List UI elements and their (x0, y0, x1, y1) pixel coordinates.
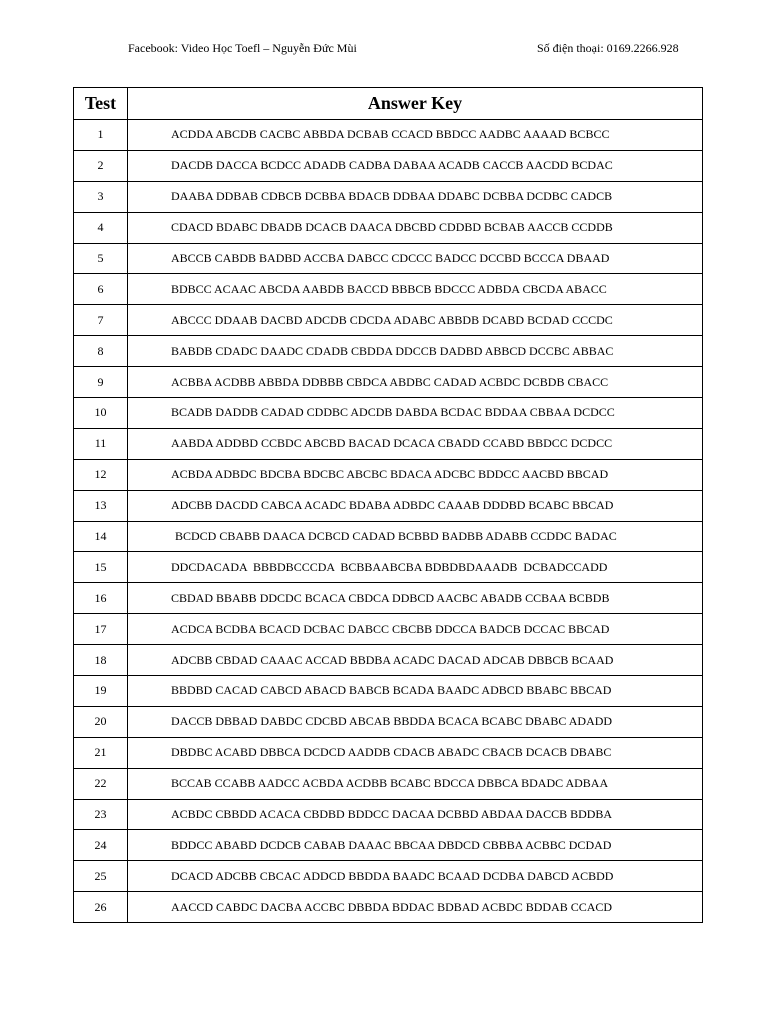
answer-key-column-header: Answer Key (128, 88, 703, 120)
test-number: 6 (74, 274, 128, 305)
answer-key: CDACD BDABC DBADB DCACB DAACA DBCBD CDDBD BCBAB AACCB CCDDB (128, 212, 703, 243)
table-row (74, 274, 703, 305)
answer-key: ABCCB CABDB BADBD ACCBA DABCC CDCCC BADCC DCCBD BCCCA DBAAD (128, 243, 703, 274)
answer-key: BABDB CDADC DAADC CDADB CBDDA DDCCB DADBD ABBCD DCCBC ABBAC (128, 336, 703, 367)
test-number: 3 (74, 181, 128, 212)
table-row (74, 892, 703, 923)
table-row (74, 150, 703, 181)
test-number: 17 (74, 614, 128, 645)
test-number: 19 (74, 676, 128, 707)
test-number: 26 (74, 892, 128, 923)
table-row (74, 120, 703, 151)
answer-key: DBDBC ACABD DBBCA DCDCD AADDB CDACB ABADC CBACB DCACB DBABC (128, 737, 703, 768)
answer-key: BCCAB CCABB AADCC ACBDA ACDBB BCABC BDCCA DBBCA BDADC ADBAA (128, 768, 703, 799)
table-row (74, 583, 703, 614)
table-row (74, 459, 703, 490)
table-row (74, 861, 703, 892)
answer-key: ADCBB DACDD CABCA ACADC BDABA ADBDC CAAAB DDDBD BCABC BBCAD (128, 490, 703, 521)
answer-key: DDCDACADA BBBDBCCCDA BCBBAABCBA BDBDBDAAADB DCBADCCADD (128, 552, 703, 583)
test-number: 18 (74, 645, 128, 676)
table-row (74, 521, 703, 552)
answer-key: AACCD CABDC DACBA ACCBC DBBDA BDDAC BDBAD ACBDC BDDAB CCACD (128, 892, 703, 923)
answer-key: ACBDC CBBDD ACACA CBDBD BDDCC DACAA DCBBD ABDAA DACCB BDDBA (128, 799, 703, 830)
answer-key: ADCBB CBDAD CAAAC ACCAD BBDBA ACADC DACAD ADCAB DBBCB BCAAD (128, 645, 703, 676)
table-row (74, 645, 703, 676)
table-row (74, 367, 703, 398)
test-number: 11 (74, 428, 128, 459)
test-number: 22 (74, 768, 128, 799)
test-number: 13 (74, 490, 128, 521)
test-number: 15 (74, 552, 128, 583)
answer-key: ACBBA ACDBB ABBDA DDBBB CBDCA ABDBC CADAD ACBDC DCBDB CBACC (128, 367, 703, 398)
test-number: 12 (74, 459, 128, 490)
table-row (74, 706, 703, 737)
answer-key: DAABA DDBAB CDBCB DCBBA BDACB DDBAA DDABC DCBBA DCDBC CADCB (128, 181, 703, 212)
answer-key: ACDDA ABCDB CACBC ABBDA DCBAB CCACD BBDCC AADBC AAAAD BCBCC (128, 120, 703, 151)
answer-key: BDBCC ACAAC ABCDA AABDB BACCD BBBCB BDCCC ADBDA CBCDA ABACC (128, 274, 703, 305)
test-number: 5 (74, 243, 128, 274)
answer-key: BCADB DADDB CADAD CDDBC ADCDB DABDA BCDAC BDDAA CBBAA DCDCC (128, 398, 703, 429)
table-row (74, 676, 703, 707)
table-row (74, 398, 703, 429)
table-header-row (74, 88, 703, 120)
table-row (74, 830, 703, 861)
answer-key-table (73, 87, 703, 923)
table-row (74, 181, 703, 212)
test-number: 8 (74, 336, 128, 367)
table-row (74, 737, 703, 768)
page-header (0, 41, 768, 59)
answer-key: ABCCC DDAAB DACBD ADCDB CDCDA ADABC ABBDB DCABD BCDAD CCCDC (128, 305, 703, 336)
answer-key: BDDCC ABABD DCDCB CABAB DAAAC BBCAA DBDCD CBBBA ACBBC DCDAD (128, 830, 703, 861)
table-row (74, 799, 703, 830)
table-row (74, 243, 703, 274)
answer-key: ACBDA ADBDC BDCBA BDCBC ABCBC BDACA ADCBC BDDCC AACBD BBCAD (128, 459, 703, 490)
table-row (74, 212, 703, 243)
test-number: 16 (74, 583, 128, 614)
answer-key: DCACD ADCBB CBCAC ADDCD BBDDA BAADC BCAAD DCDBA DABCD ACBDD (128, 861, 703, 892)
table-row (74, 768, 703, 799)
test-number: 7 (74, 305, 128, 336)
test-number: 14 (74, 521, 128, 552)
answer-key: BBDBD CACAD CABCD ABACD BABCB BCADA BAADC ADBCD BBABC BBCAD (128, 676, 703, 707)
phone-number: Số điện thoại: 0169.2266.928 (537, 41, 679, 55)
test-column-header: Test (74, 88, 128, 120)
test-number: 10 (74, 398, 128, 429)
facebook-credit: Facebook: Video Học Toefl – Nguyễn Đức Mùi (128, 41, 357, 55)
table-row (74, 552, 703, 583)
answer-key: AABDA ADDBD CCBDC ABCBD BACAD DCACA CBADD CCABD BBDCC DCDCC (128, 428, 703, 459)
answer-key: DACDB DACCA BCDCC ADADB CADBA DABAA ACADB CACCB AACDD BCDAC (128, 150, 703, 181)
answer-key: CBDAD BBABB DDCDC BCACA CBDCA DDBCD AACBC ABADB CCBAA BCBDB (128, 583, 703, 614)
test-number: 25 (74, 861, 128, 892)
test-number: 24 (74, 830, 128, 861)
answer-key: DACCB DBBAD DABDC CDCBD ABCAB BBDDA BCACA BCABC DBABC ADADD (128, 706, 703, 737)
test-number: 9 (74, 367, 128, 398)
table-row (74, 336, 703, 367)
table-row (74, 614, 703, 645)
test-number: 23 (74, 799, 128, 830)
test-number: 1 (74, 120, 128, 151)
answer-key: ACDCA BCDBA BCACD DCBAC DABCC CBCBB DDCCA BADCB DCCAC BBCAD (128, 614, 703, 645)
table-row (74, 428, 703, 459)
table-row (74, 305, 703, 336)
test-number: 2 (74, 150, 128, 181)
test-number: 4 (74, 212, 128, 243)
test-number: 20 (74, 706, 128, 737)
test-number: 21 (74, 737, 128, 768)
table-row (74, 490, 703, 521)
answer-key: BCDCD CBABB DAACA DCBCD CADAD BCBBD BADBB ADABB CCDDC BADAC (128, 521, 703, 552)
